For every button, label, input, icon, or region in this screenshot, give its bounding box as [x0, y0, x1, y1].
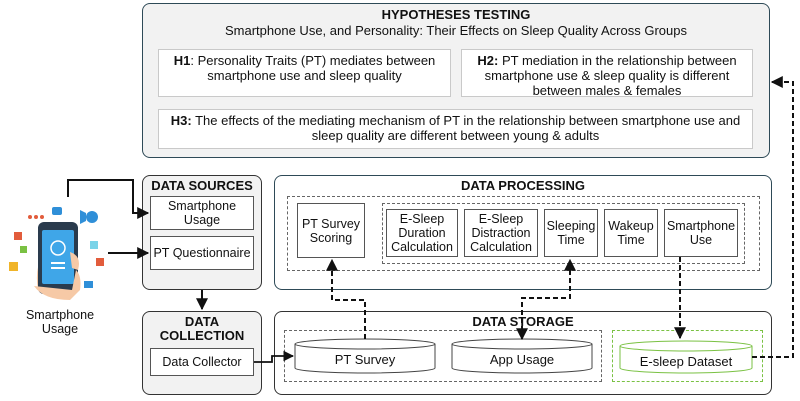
storage-esleep-dataset: E-sleep Dataset	[639, 354, 733, 369]
source-smartphone-usage: Smartphone Usage	[150, 196, 254, 230]
source-pt-questionnaire: PT Questionnaire	[150, 236, 254, 270]
arrow-collector-to-pt-survey	[254, 356, 293, 362]
arrow-esleep-to-hypotheses	[752, 82, 793, 357]
data-storage-title: DATA STORAGE	[472, 314, 574, 329]
phone-caption: Smartphone Usage	[25, 308, 95, 336]
proc-esleep-duration: E-Sleep Duration Calculation	[386, 209, 458, 257]
h2-text: PT mediation in the relationship between smartphone use & sleep quality is different between males & females	[484, 53, 737, 98]
proc-pt-survey-scoring: PT Survey Scoring	[297, 203, 365, 258]
hypotheses-title: HYPOTHESES TESTING	[381, 7, 531, 22]
smartphone-hand-icon	[9, 207, 104, 300]
storage-app-usage: App Usage	[489, 352, 555, 367]
h1-tag: H1	[173, 53, 191, 68]
proc-esleep-distraction: E-Sleep Distraction Calculation	[464, 209, 538, 257]
proc-smartphone-use: Smartphone Use	[664, 209, 738, 257]
h3-tag: H3:	[170, 113, 192, 128]
data-sources-title: DATA SOURCES	[151, 178, 253, 193]
arrow-app-usage-to-processing	[522, 260, 570, 339]
hypotheses-subtitle: Smartphone Use, and Personality: Their Effects on Sleep Quality Across Groups	[225, 23, 687, 38]
data-collector: Data Collector	[150, 348, 254, 376]
data-collection-title: DATA COLLECTION	[159, 314, 245, 343]
h2-tag: H2:	[477, 53, 499, 68]
arrow-pt-survey-to-scoring	[332, 260, 365, 339]
proc-sleeping-time: Sleeping Time	[544, 209, 598, 257]
h3-text: The effects of the mediating mechanism of PT in the relationship between smartphone use and sleep quality are different between young & adults	[191, 113, 741, 143]
storage-pt-survey: PT Survey	[334, 352, 396, 367]
h1-text: : Personality Traits (PT) mediates between smartphone use and sleep quality	[190, 53, 436, 83]
proc-wakeup-time: Wakeup Time	[604, 209, 658, 257]
data-processing-title: DATA PROCESSING	[461, 178, 585, 193]
arrow-phone-to-smartphone-usage	[68, 180, 148, 213]
